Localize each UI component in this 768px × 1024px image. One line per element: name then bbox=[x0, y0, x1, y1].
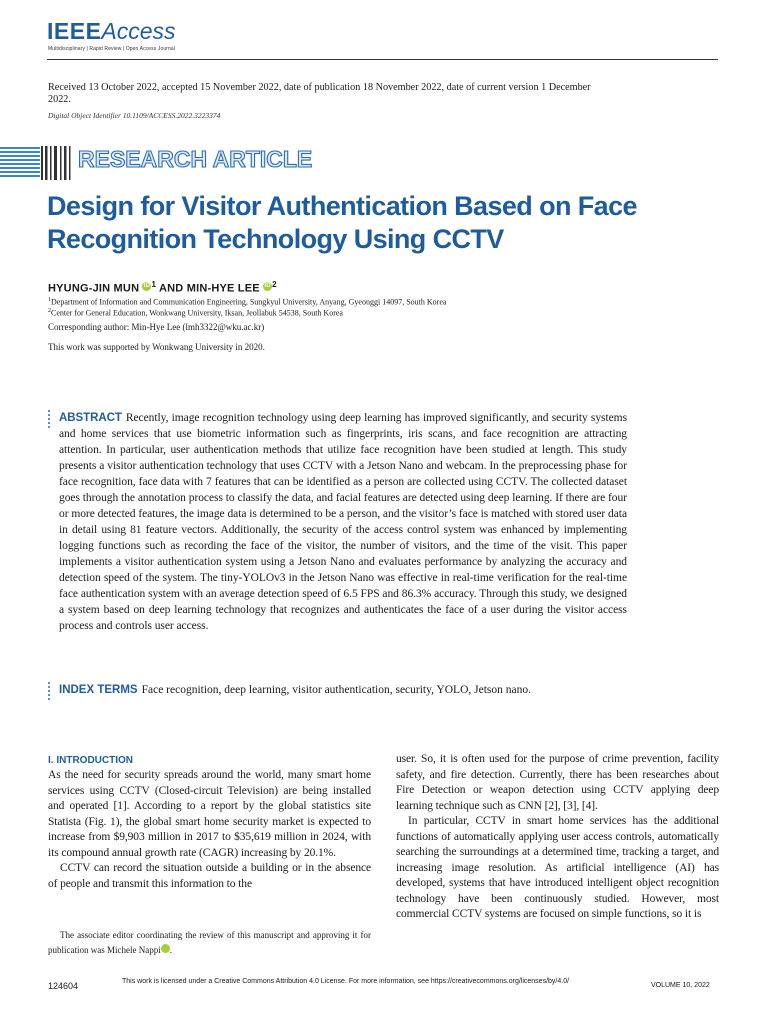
affiliation-text: Center for General Education, Wonkwang University, Iksan, Jeollabuk 54538, South Korea bbox=[51, 308, 343, 318]
author-affiliation-mark: 2 bbox=[272, 280, 277, 289]
affiliation-number: 2 bbox=[48, 308, 51, 314]
journal-tagline: Multidisciplinary | Rapid Review | Open Access Journal bbox=[48, 46, 175, 52]
abstract-text: Recently, image recognition technology using deep learning has improved significantly, and security systems and home services that use biometric information such as fingerprints, iris scans, and face recognition are attracting attention. In particular, user authentication methods that utilize face recognition have been studied at length. This study presents a visitor authentication technology that uses CCTV with a Jetson Nano and webcam. In the preprocessing phase for face recognition, face data with 7 features that can be identified as a person are collected using CCTV. The collected dataset goes through the annotation process to classify the data, and facial features are detected using deep learning. If there are four or more detected features, the image data is determined to be a person, and the visitor’s face is matched with stored user data in detail using 81 feature vectors. Additionally, the security of the access control system was enhanced by implementing logging functions such as recording the face of the visitor, the number of visitors, and the time of the visit. This paper implements a visitor authentication system using a Jetson Nano and evaluates performance by analyzing the accuracy and detection speed of the system. The tiny-YOLOv3 in the Jetson Nano was effective in real-time verification for the real-time face authentication system with an average detection speed of 6.5 FPS and 86.3% accuracy. Through this study, we designed a system based on deep learning technology that recognizes and authenticates the face of a user during the visitor access process and controls user access. bbox=[59, 412, 627, 632]
received-dates: Received 13 October 2022, accepted 15 November 2022, date of publication 18 November 2022, date of current version 1 December 2022. bbox=[48, 82, 591, 105]
logo-access: Access bbox=[101, 18, 176, 44]
page-number: 124604 bbox=[48, 981, 79, 991]
article-type-label: RESEARCH ARTICLE bbox=[78, 146, 313, 172]
author-list bbox=[48, 280, 277, 295]
journal-logo bbox=[47, 18, 176, 45]
orcid-icon[interactable]: iD bbox=[143, 283, 151, 289]
license-note: This work is licensed under a Creative Commons Attribution 4.0 License. For more information, see https://creativecommons.org/licenses/by/4.0/ bbox=[122, 978, 570, 985]
index-terms-label: INDEX TERMS bbox=[59, 684, 138, 696]
logo-ieee: IEEE bbox=[47, 18, 102, 44]
volume-label: VOLUME 10, 2022 bbox=[651, 982, 710, 989]
author-name: HYUNG-JIN MUN bbox=[48, 282, 140, 295]
index-terms-block bbox=[59, 682, 659, 698]
orcid-icon[interactable]: iD bbox=[264, 283, 271, 289]
section-heading: I. INTRODUCTION bbox=[48, 755, 133, 766]
affiliation bbox=[48, 306, 343, 319]
author-join: AND bbox=[159, 282, 184, 295]
paragraph: In particular, CCTV in smart home services has the additional functions of automatically applying user access controls, automatically searching the surroundings at a determined time, tracking a target, and increasing image resolution. As artificial intelligence (AI) has developed, systems that have introduced intelligent object recognition technology have been continuously studied. However, most commercial CCTV systems are focused on simple functions, so it is bbox=[396, 815, 719, 920]
author-name: MIN-HYE LEE bbox=[186, 282, 260, 295]
left-column bbox=[48, 768, 371, 892]
doi-line: Digital Object Identifier 10.1109/ACCESS.2022.3223374 bbox=[48, 111, 221, 120]
affiliation-number: 1 bbox=[48, 297, 51, 303]
author-affiliation-mark: 1 bbox=[151, 280, 157, 289]
paragraph: user. So, it is often used for the purpose of crime prevention, facility safety, and fire detection. Currently, there has been researches about Fire Detection or weapon detection using CCTV applying deep learning technique such as CNN [2], [3], [4]. bbox=[396, 753, 719, 812]
paragraph: As the need for security spreads around the world, many smart home services using CCTV (Closed-circuit Television) are being installed and operated [1]. According to a report by the global statistics site Statista (Fig. 1), the global smart home security market is expected to increase from $9,903 million in 2017 to $35,619 million in 2024, with its compound annual growth rate (CAGR) increasing by 20.1%. bbox=[48, 769, 371, 859]
banner-bars-icon bbox=[40, 146, 72, 180]
footnote-text: The associate editor coordinating the review of this manuscript and approving it for publication was Michele Nappi bbox=[48, 930, 371, 955]
abstract-marker-icon bbox=[47, 410, 51, 430]
editor-footnote: The associate editor coordinating the review of this manuscript and approving it for publication was Michele Nappi iD. bbox=[48, 930, 371, 955]
banner-stripes-icon bbox=[0, 146, 40, 180]
paragraph: CCTV can record the situation outside a building or in the absence of people and transmit this information to the bbox=[48, 862, 371, 890]
header-divider bbox=[47, 59, 718, 60]
orcid-icon[interactable]: iD bbox=[161, 944, 170, 953]
index-terms-marker-icon bbox=[47, 682, 51, 702]
abstract-label: ABSTRACT bbox=[59, 412, 122, 424]
corresponding-author: Corresponding author: Min-Hye Lee (lmh3322@wku.ac.kr) bbox=[48, 322, 265, 332]
funding-note: This work was supported by Wonkwang University in 2020. bbox=[48, 342, 265, 352]
index-terms-text: Face recognition, deep learning, visitor authentication, security, YOLO, Jetson nano. bbox=[141, 684, 531, 696]
abstract-block bbox=[59, 410, 627, 634]
article-title: Design for Visitor Authentication Based on Face Recognition Technology Using CCTV bbox=[47, 191, 637, 254]
affiliation-text: Department of Information and Communication Engineering, Sungkyul University, Anyang, Gyeonggi 14097, South Korea bbox=[51, 297, 447, 307]
right-column bbox=[396, 752, 719, 923]
